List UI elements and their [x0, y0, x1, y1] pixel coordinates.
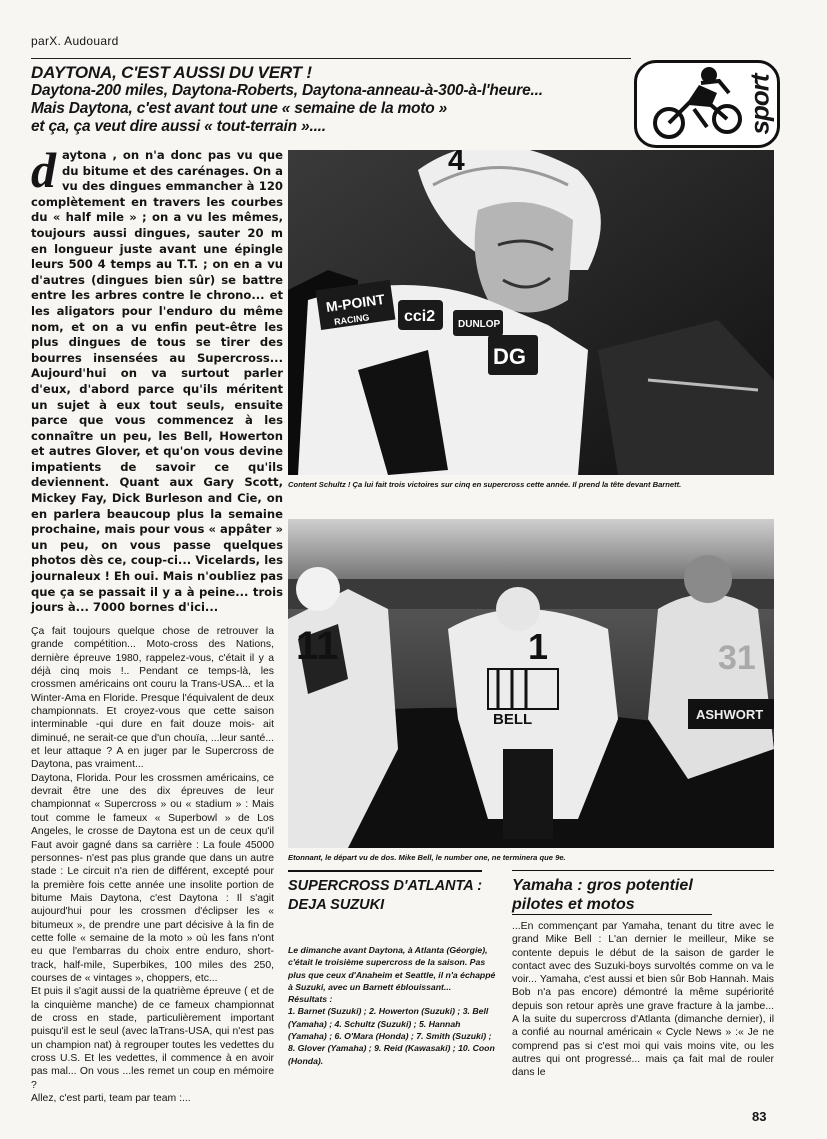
sticker-cci2: cci2	[404, 308, 436, 325]
headline-subtitle-2: Mais Daytona, c'est avant tout une « semaine de la moto »	[31, 100, 448, 117]
yamaha-title-underline	[512, 914, 712, 915]
sticker-dunlop: DUNLOP	[458, 319, 501, 330]
photo-start-line	[288, 519, 774, 848]
atlanta-box	[288, 944, 498, 1067]
atlanta-results: 1. Barnet (Suzuki) ; 2. Howerton (Suzuki) ; 3. Bell (Yamaha) ; 4. Schultz (Suzuki) ; 5. Hannah (Yamaha) ; 6. O'Mara (Honda) ; 7. Smith (Suzuki) ; 8. Glover (Yamaha) ; 9. Reid (Kawasaki) ; 10. Coon (Honda).	[288, 1006, 495, 1066]
yamaha-title	[512, 876, 774, 914]
rider-name-bell: BELL	[493, 711, 533, 728]
drop-cap: d	[31, 142, 56, 198]
caption-photo-start: Etonnant, le départ vu de dos. Mike Bell, le number one, ne terminera que 9e.	[288, 853, 566, 862]
atlanta-title-line2: DEJA SUZUKI	[288, 897, 385, 913]
sticker-dg: DG	[493, 344, 526, 369]
rider-number-bell: 1	[528, 626, 549, 667]
section-rule-yamaha	[512, 870, 774, 871]
section-rule-atlanta	[288, 870, 482, 872]
atlanta-results-label: Résultats :	[288, 994, 333, 1005]
atlanta-lead: Le dimanche avant Daytona, à Atlanta (Géorgie), c'était le troisième supercross de la saison. Pas plus que ceux d'Anaheim et Seattle, il n'a échappé à Suzuki, avec un Barnett éblouissant...	[288, 945, 496, 992]
intro-text: aytona , on n'a donc pas vu que du bitume et des carénages. On a vu des dingues emmancher à 120 complètement en travers les courbes du « half mile » ; on a vu les mêmes, toujours aussi dingues, sauter 20 m en longueur juste avant une épingle leurs 500 4 temps au T.T. ; on en a vu d'autres (dingues bien sûr) se battre entre les arbres contre le chrono... et les aligators pour l'enduro du même nom, et on a vu enfin peut-être les plus dingues de tous se tirer des bourres insensées au Supercross... Aujourd'hui on va surtout parler d'eux, d'abord parce qu'ils méritent un sujet à eux tout seuls, ensuite parce que vous commencez à les connaître un peu, les Bell, Howerton et autres Glover, et qu'on vous devine impatients de savoir ce qu'ils deviennent. Quant aux Gary Scott, Mickey Fay, Dick Burleson and Cie, on en parlera beaucoup plus la semaine prochaine, mais pour vous « appâter » un peu, on vous passe quelques photos dès ce, coup-ci... Vicelards, les journaleux ! Eh oui. Mais n'oubliez pas que ça se passait il y a à peine... trois jours à... 7000 bornes d'ici...	[31, 148, 284, 615]
rider-name-ashworth: ASHWORT	[696, 707, 764, 722]
headline-title: DAYTONA, C'EST AUSSI DU VERT !	[31, 63, 312, 82]
yamaha-title-line2: pilotes et motos	[512, 896, 635, 913]
body-paragraph-3: Et puis il s'agit aussi de la quatrième épreuve ( et de la cinquième manche) de ce fameux championnat de cross en stade, particulièrement important puisqu'il est le seul (avec laTrans-USA, qui n'est pas un champion nat) à regrouper toutes les vedettes du cross U.S. Et les vedettes, il commence à en avoir pas mal... On vous ...les remet un coup en mémoire ?	[31, 986, 274, 1091]
body-paragraph-1: Ça fait toujours quelque chose de retrouver la grande compétition... Moto-cross des Nations, dernière épreuve 1980, rappelez-vous, c'était il y a déjà cinq mois !.. Pendant ce temps-là, les crossmen américains ont couru la Trans-USA... et la Winter-Ama en Floride. Presque l'équivalent de deux championnats. Et croyez-vous que cette saison interminable -qui dure en fait douze mois- ait diminué, ne serait-ce que d'un chouïa, ...leur santé... et leur attaque ? A en juger par le Supercross de Daytona, pas vraiment...	[31, 626, 274, 771]
atlanta-title-line1: SUPERCROSS D'ATLANTA :	[288, 878, 483, 894]
body-paragraph-2: Daytona, Florida. Pour les crossmen américains, ce devrait être une des dix épreuves de leur championnat « Supercross » ou « stadium » : Mais tout comme le fameux « Superbowl » de Los Angeles, le crosse de Daytona est un de ceux qu'il Faut avoir gagné dans sa carrière : La foule 45000 personnes- n'est pas plus grande que dans un autre stade : Le circuit n'a rien de différent, excepté pour la première fois cette année une insolite portion de bitume Mais Daytona, c'est Daytona : Il s'agit aujourd'hui pour les crossmen d'éclipser les « bitumeux », de prendre une part décisive à la fin de cette folle « semaine de la moto » où les fans n'ont eu que l'embarras du choix entre enduro, short-track, half-mile, Superbikes, 100 miles des 250, courses de « vintages », choppers, etc...	[31, 772, 274, 984]
yamaha-title-line1: Yamaha : gros potentiel	[512, 877, 693, 894]
headline-subtitle-1: Daytona-200 miles, Daytona-Roberts, Daytona-anneau-à-300-à-l'heure...	[31, 82, 543, 99]
atlanta-title	[288, 877, 498, 915]
body-paragraph-4: Allez, c'est parti, team par team :...	[31, 1093, 191, 1105]
sticker-racing: RACING	[333, 312, 371, 328]
body-column-left	[31, 625, 274, 1105]
logo-word: sport	[744, 74, 775, 134]
byline: parX. Audouard	[31, 34, 119, 48]
caption-photo-schultz: Content Schultz ! Ça lui fait trois victoires sur cinq en supercross cette année. Il prend la tête devant Barnett.	[288, 480, 682, 489]
motocross-rider-icon	[639, 63, 749, 145]
rider-number-left: 11	[296, 624, 339, 668]
article-headline	[31, 64, 631, 136]
rider-number-right: 31	[718, 639, 756, 677]
sport-logo	[634, 60, 780, 148]
helmet-number: 4	[448, 150, 465, 177]
yamaha-text: ...En commençant par Yamaha, tenant du titre avec le grand Mike Bell : L'an dernier le meilleur, Mike se contente depuis le début de la saison de garder le contact avec des Suzuki-boys survoltés comme on va le voir... Yamaha, c'est aussi et bien sûr Bob Hannah. Mais Bob n'a pas encore) démontré la même supériorité depuis son retour après une grave fracture à la jambe... A la suite du supercross d'Atlanta (dimanche dernier), il a confié au nournal américain « Cycle News » :« Je ne comprend pas si c'est moi qui vais moins vite, ou les autres qui ont progressé... mais ça fait mal de rouler dans le	[512, 921, 774, 1079]
page-number: 83	[752, 1109, 767, 1124]
header-rule	[31, 58, 631, 59]
sticker-mpoint: M-POINT	[324, 290, 386, 315]
photo-schultz	[288, 150, 774, 475]
intro-paragraph	[31, 142, 284, 616]
headline-subtitle-3: et ça, ça veut dire aussi « tout-terrain »....	[31, 118, 326, 135]
